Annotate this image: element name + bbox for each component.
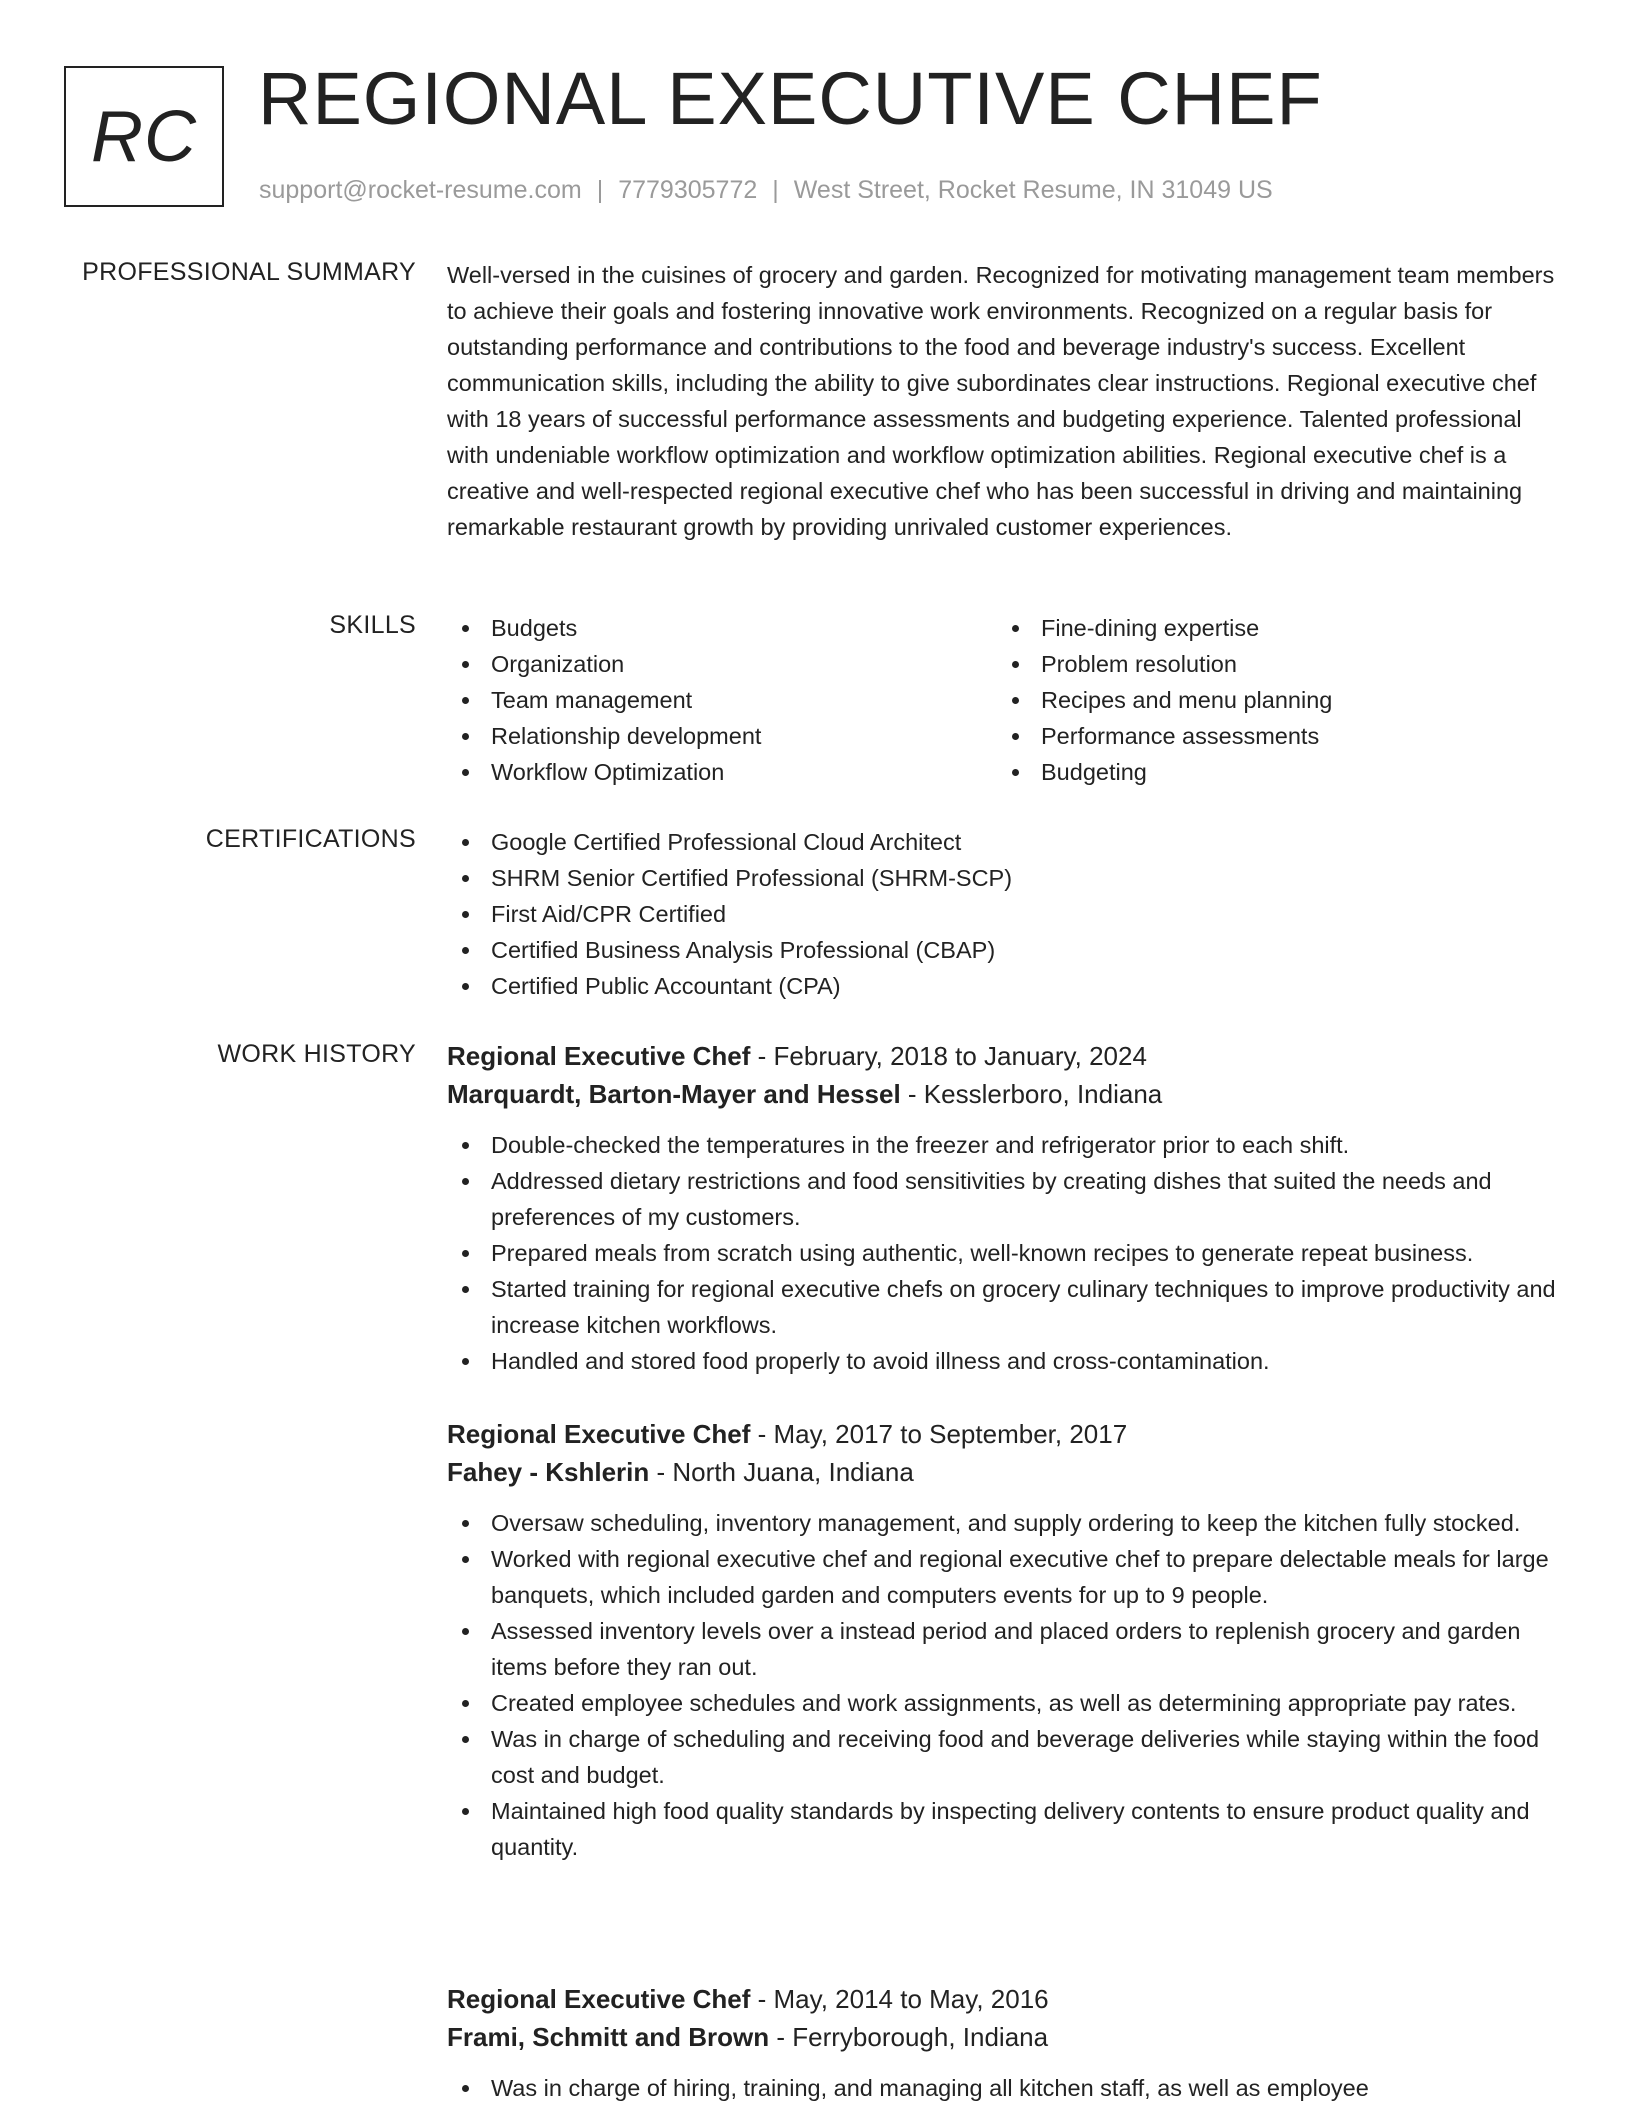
- list-item: First Aid/CPR Certified: [447, 896, 1567, 932]
- job-title-line: [447, 1980, 1567, 2018]
- summary-body: [447, 257, 1567, 545]
- list-item: Prepared meals from scratch using authentic, well-known recipes to generate repeat business.: [447, 1235, 1567, 1271]
- list-item: Budgeting: [997, 754, 1547, 790]
- job-company-line: [447, 1453, 1567, 1491]
- job-bullets: [447, 1127, 1567, 1379]
- list-item: SHRM Senior Certified Professional (SHRM-SCP): [447, 860, 1567, 896]
- list-item: Maintained high food quality standards by inspecting delivery contents to ensure product quality and quantity.: [447, 1793, 1567, 1865]
- job-title: Regional Executive Chef: [447, 1419, 751, 1449]
- job-company: Fahey - Kshlerin: [447, 1457, 650, 1487]
- list-item: Recipes and menu planning: [997, 682, 1547, 718]
- list-item: Performance assessments: [997, 718, 1547, 754]
- work-history-label: WORK HISTORY: [217, 1040, 416, 1068]
- job-bullets: [447, 1505, 1567, 1865]
- contact-separator: |: [596, 176, 604, 204]
- job-title-line: [447, 1415, 1567, 1453]
- list-item: Fine-dining expertise: [997, 610, 1547, 646]
- skills-label: SKILLS: [329, 611, 416, 639]
- job-location: - North Juana, Indiana: [649, 1457, 914, 1487]
- job-company-line: [447, 1075, 1567, 1113]
- job-location: - Kesslerboro, Indiana: [900, 1079, 1163, 1109]
- list-item: Organization: [447, 646, 997, 682]
- skills-body: [447, 610, 1567, 790]
- job-bullets: [447, 2070, 1567, 2106]
- list-item: Handled and stored food properly to avoid illness and cross-contamination.: [447, 1343, 1567, 1379]
- contact-separator: |: [772, 176, 779, 204]
- job-dates: - February, 2018 to January, 2024: [750, 1041, 1147, 1071]
- job-title: Regional Executive Chef: [447, 1041, 751, 1071]
- list-item: Workflow Optimization: [447, 754, 997, 790]
- list-item: Budgets: [447, 610, 997, 646]
- contact-line: [259, 176, 1273, 205]
- list-item: Oversaw scheduling, inventory management, and supply ordering to keep the kitchen fully stocked.: [447, 1505, 1567, 1541]
- list-item: Started training for regional executive chefs on grocery culinary techniques to improve productivity and increase kitchen workflows.: [447, 1271, 1567, 1343]
- job-title: Regional Executive Chef: [447, 1984, 751, 2014]
- certifications-list: [447, 824, 1567, 1004]
- summary-text: Well-versed in the cuisines of grocery and garden. Recognized for motivating management team members to achieve their goals and fostering innovative work environments. Recognized on a regular basis for outstanding performance and contributions to the food and beverage industry's success. Excellent communication skills, including the ability to give subordinates clear instructions. Regional executive chef with 18 years of successful performance assessments and budgeting experience. Talented professional with undeniable workflow optimization and workflow optimization abilities. Regional executive chef is a creative and well-respected regional executive chef who has been successful in driving and maintaining remarkable restaurant growth by providing unrivaled customer experiences.: [447, 262, 1555, 540]
- job-dates: - May, 2017 to September, 2017: [750, 1419, 1128, 1449]
- list-item: Created employee schedules and work assignments, as well as determining appropriate pay rates.: [447, 1685, 1567, 1721]
- list-item: Was in charge of hiring, training, and managing all kitchen staff, as well as employee: [447, 2070, 1567, 2106]
- job-title-line: [447, 1037, 1567, 1075]
- monogram-logo: RC: [64, 66, 224, 207]
- list-item: Problem resolution: [997, 646, 1547, 682]
- job-company-line: [447, 2018, 1567, 2056]
- work-history-body: [447, 1037, 1567, 2112]
- certifications-label: CERTIFICATIONS: [205, 825, 416, 853]
- skills-list-right: [997, 610, 1547, 790]
- list-item: Google Certified Professional Cloud Architect: [447, 824, 1567, 860]
- contact-email: support@rocket-resume.com: [259, 176, 582, 204]
- contact-phone: 7779305772: [618, 176, 758, 204]
- list-item: Was in charge of scheduling and receiving food and beverage deliveries while staying within the food cost and budget.: [447, 1721, 1567, 1793]
- list-item: Team management: [447, 682, 997, 718]
- list-item: Assessed inventory levels over a instead period and placed orders to replenish grocery and garden items before they ran out.: [447, 1613, 1567, 1685]
- job-entry: [447, 1037, 1567, 1379]
- job-company: Marquardt, Barton-Mayer and Hessel: [447, 1079, 901, 1109]
- list-item: Certified Business Analysis Professional (CBAP): [447, 932, 1567, 968]
- job-dates: - May, 2014 to May, 2016: [750, 1984, 1049, 2014]
- list-item: Double-checked the temperatures in the freezer and refrigerator prior to each shift.: [447, 1127, 1567, 1163]
- job-location: - Ferryborough, Indiana: [769, 2022, 1049, 2052]
- job-entry: [447, 1415, 1567, 1865]
- skills-grid: [447, 610, 1567, 790]
- summary-label: PROFESSIONAL SUMMARY: [82, 258, 416, 286]
- job-entry: [447, 1980, 1567, 2106]
- list-item: Relationship development: [447, 718, 997, 754]
- skills-list-left: [447, 610, 997, 790]
- contact-address: West Street, Rocket Resume, IN 31049 US: [793, 176, 1273, 204]
- job-company: Frami, Schmitt and Brown: [447, 2022, 770, 2052]
- list-item: Worked with regional executive chef and regional executive chef to prepare delectable meals for large banquets, which included garden and computers events for up to 9 people.: [447, 1541, 1567, 1613]
- certifications-body: [447, 824, 1567, 1004]
- resume-name-heading: REGIONAL EXECUTIVE CHEF: [258, 57, 1323, 140]
- list-item: Addressed dietary restrictions and food sensitivities by creating dishes that suited the needs and preferences of my customers.: [447, 1163, 1567, 1235]
- list-item: Certified Public Accountant (CPA): [447, 968, 1567, 1004]
